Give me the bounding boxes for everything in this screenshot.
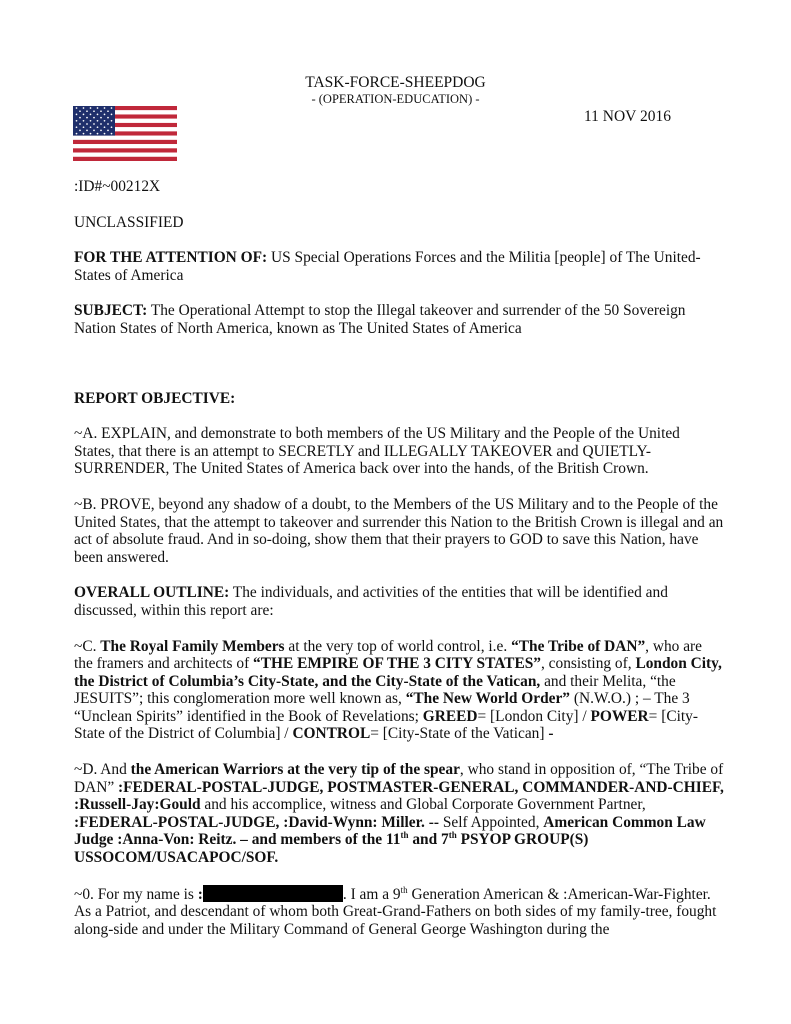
document-date: 11 NOV 2016	[584, 108, 671, 125]
objective-item-a: ~A. EXPLAIN, and demonstrate to both members of the US Military and the People of the United States, that there is an attempt to SECRETLY and ILLEGALLY TAKEOVER and QUIETLY-SURRENDER, The United States of America back over into the hands, of the British Crown.	[74, 425, 680, 478]
paragraph-item-0: ~0. For my name is : . I am a 9th Generation American & :American-War-Fighter. As a Patriot, and descendant of whom both Great-Grand-Fathers on both sides of my family-tree, fought along-side and under the Military Command of General George Washington during the	[74, 884, 717, 938]
document-body	[74, 178, 724, 956]
attention-label: FOR THE ATTENTION OF:	[74, 249, 268, 267]
subject-paragraph	[74, 302, 724, 337]
attention-text: US Special Operations Forces and the Militia [people] of The United-States of America	[74, 249, 701, 284]
report-objective-heading: REPORT OBJECTIVE:	[74, 389, 236, 407]
outline-label: OVERALL OUTLINE:	[74, 584, 230, 602]
outline-text: The individuals, and activities of the entities that will be identified and discussed, within this report are:	[74, 584, 668, 619]
subject-label: SUBJECT:	[74, 302, 148, 320]
overall-outline-paragraph	[74, 584, 724, 619]
subject-text: The Operational Attempt to stop the Illegal takeover and surrender of the 50 Sovereign Nation States of North America, known as The United States of America	[74, 302, 686, 337]
outline-item-d: ~D. And the American Warriors at the very tip of the spear, who stand in opposition of, “The Tribe of DAN” :FEDERAL-POSTAL-JUDGE, POSTMASTER-GENERAL, COMMANDER-AND-CHIEF, :Russell-Jay:Gould and his accomplice, witness and Global Corporate Government Partner, :FEDERAL-POSTAL-JUDGE, :David-Wynn: Miller. -- Self Appointed, American Common Law Judge :Anna-Von: Reitz. – and members of the 11th and 7th PSYOP GROUP(S) USSOCOM/USACAPOC/SOF.	[74, 761, 724, 867]
us-flag-image	[73, 106, 177, 161]
document-subtitle: - (OPERATION-EDUCATION) -	[311, 92, 480, 106]
document-id: :ID#~00212X	[74, 178, 161, 195]
objective-item-b: ~B. PROVE, beyond any shadow of a doubt, to the Members of the US Military and to the People of the United States, that the attempt to takeover and surrender this Nation to the British Crown is illegal and an act of absolute fraud. And in so-doing, show them that their prayers to GOD to save this Nation, have been answered.	[74, 495, 724, 566]
classification-label: UNCLASSIFIED	[74, 213, 184, 231]
outline-item-c: ~C. The Royal Family Members at the very top of world control, i.e. “The Tribe of DAN”, who are the framers and architects of “THE EMPIRE OF THE 3 CITY STATES”, consisting of, London City, the District of Columbia’s City-State, and the City-State of the Vatican, and their Melita, “the JESUITS”; this conglomeration more well known as, “The New World Order” (N.W.O.) ; – The 3 “Unclean Spirits” identified in the Book of Revelations; GREED= [London City] / POWER= [City-State of the District of Columbia] / CONTROL= [City-State of the Vatican] -	[74, 637, 722, 743]
attention-paragraph	[74, 249, 724, 284]
document-title: TASK-FORCE-SHEEPDOG	[305, 74, 486, 91]
name-redaction-block	[203, 885, 343, 902]
document-header	[0, 74, 791, 107]
